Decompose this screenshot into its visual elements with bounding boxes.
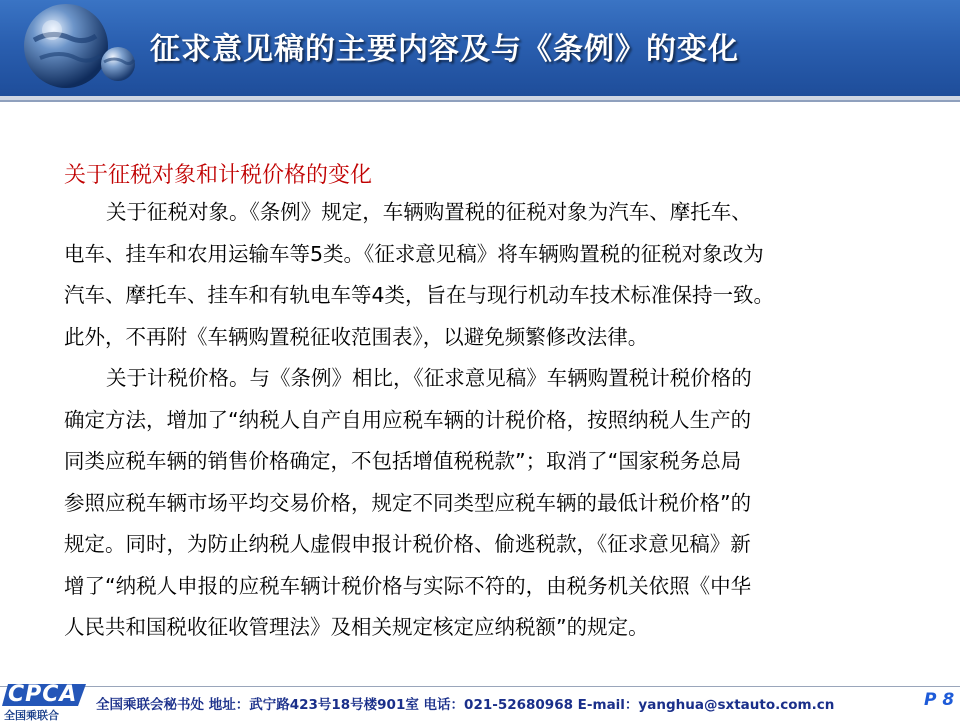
slide-title: 征求意见稿的主要内容及与《条例》的变化 [150, 32, 739, 67]
paragraph-line: 此外，不再附《车辆购置税征收范围表》，以避免频繁修改法律。 [64, 324, 649, 349]
footer-contact: 全国乘联会秘书处 地址：武宁路423号18号楼901室 电话：021-52680968 E-mail：yanghua@sxtauto.com.cn [96, 697, 835, 713]
header-divider-shadow [0, 100, 960, 102]
footer-divider [0, 686, 960, 687]
section-heading: 关于征税对象和计税价格的变化 [64, 163, 373, 188]
paragraph-line: 增了“纳税人申报的应税车辆计税价格与实际不符的，由税务机关依照《中华 [64, 573, 752, 598]
logo-text: CPCA [8, 682, 78, 707]
paragraph-line: 参照应税车辆市场平均交易价格，规定不同类型应税车辆的最低计税价格”的 [64, 490, 752, 515]
page-number: P 8 [924, 690, 955, 710]
paragraph-line: 规定。同时，为防止纳税人虚假申报计税价格、偷逃税款，《征求意见稿》新 [64, 532, 751, 556]
paragraph-line: 人民共和国税收征收管理法》及相关规定核定应纳税额”的规定。 [64, 615, 649, 639]
paragraph-line: 确定方法，增加了“纳税人自产自用应税车辆的计税价格，按照纳税人生产的 [64, 407, 752, 432]
paragraph-line: 汽车、摩托车、挂车和有轨电车等4类，旨在与现行机动车技术标准保持一致。 [64, 283, 775, 307]
paragraph-tax-price [64, 358, 904, 649]
slide-content [64, 160, 904, 649]
paragraph-line: 电车、挂车和农用运输车等5类。《征求意见稿》将车辆购置税的征税对象改为 [64, 241, 764, 266]
globe-logo-icon [0, 0, 150, 96]
paragraph-line: 关于计税价格。与《条例》相比，《征求意见稿》车辆购置税计税价格的 [106, 366, 752, 390]
paragraph-tax-objects [64, 192, 904, 358]
logo-subtext: 全国乘联合 [4, 709, 59, 722]
paragraph-line: 同类应税车辆的销售价格确定，不包括增值税税款”；取消了“国家税务总局 [64, 449, 742, 473]
paragraph-line: 关于征税对象。《条例》规定，车辆购置税的征税对象为汽车、摩托车、 [106, 200, 752, 224]
